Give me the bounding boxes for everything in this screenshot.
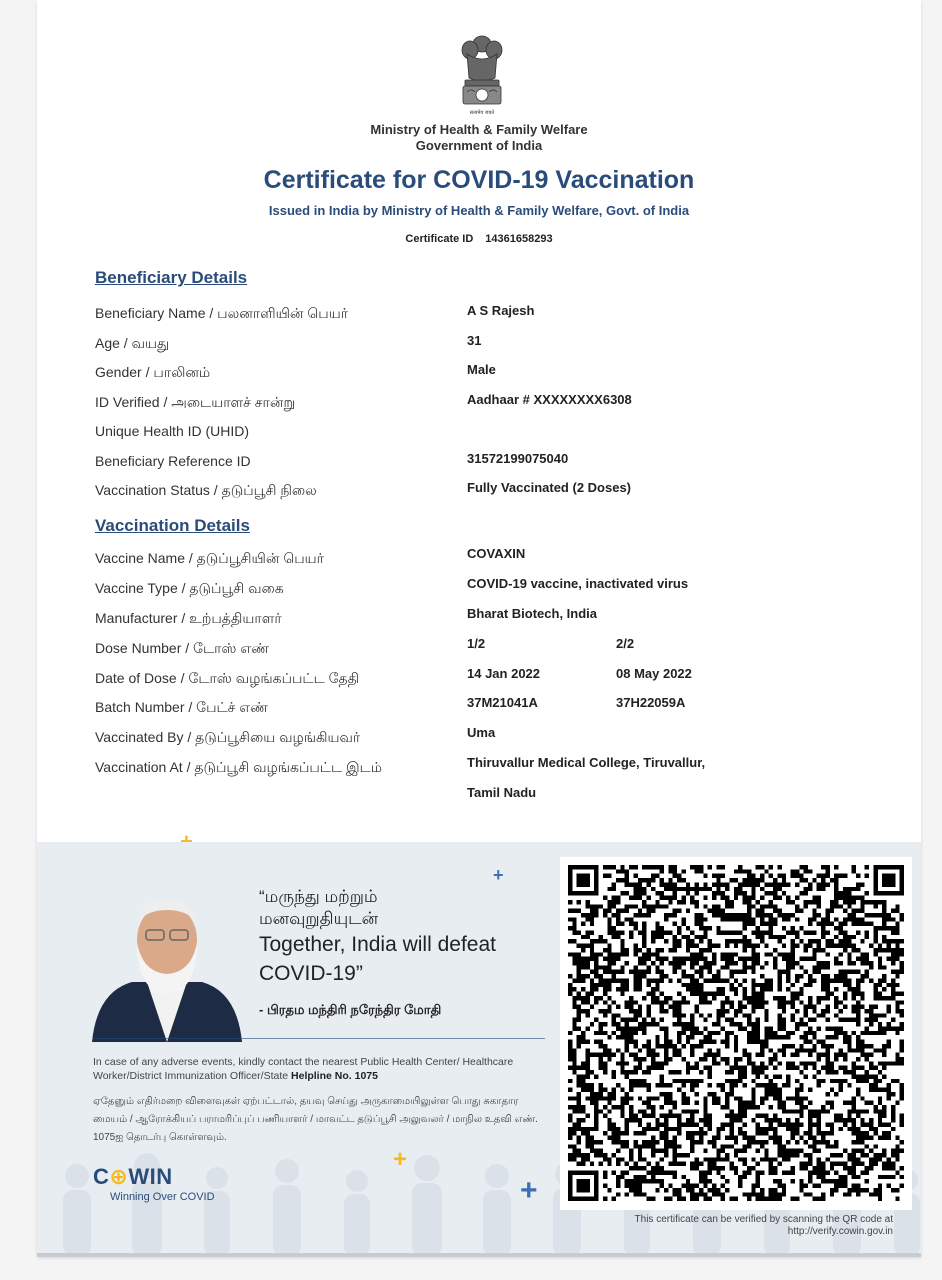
- plus-icon: +: [493, 865, 504, 885]
- page-shadow-bar: [37, 1253, 921, 1257]
- field-label: Vaccinated By / தடுப்பூசியை வழங்கியவர்: [95, 729, 361, 745]
- field-label: Manufacturer / உற்பத்தியாளர்: [95, 610, 282, 626]
- verification-qr-code[interactable]: [568, 865, 904, 1201]
- beneficiary-row: [95, 423, 895, 445]
- field-value: Bharat Biotech, India: [467, 606, 598, 621]
- field-label: Vaccination Status / தடுப்பூசி நிலை: [95, 482, 317, 498]
- cowin-tagline: Winning Over COVID: [110, 1191, 215, 1203]
- beneficiary-row: [95, 305, 895, 327]
- plus-icon: +: [393, 1146, 408, 1173]
- certificate-title: Certificate for COVID-19 Vaccination: [263, 166, 695, 194]
- vaccination-details-heading: Vaccination Details: [95, 516, 250, 535]
- government-name: Government of India: [415, 138, 543, 153]
- field-value: Fully Vaccinated (2 Doses): [467, 480, 632, 495]
- vaccination-row: [95, 576, 895, 602]
- certificate-page: [37, 0, 921, 1256]
- national-emblem-icon: [455, 30, 509, 118]
- qr-code-container: [560, 857, 912, 1210]
- field-label: Vaccine Type / தடுப்பூசி வகை: [95, 580, 284, 596]
- certificate-id: [37, 233, 921, 245]
- adverse-events-text: In case of any adverse events, kindly contact the nearest Public Health Center/ Healthcare Worker/District Immunization Officer/State: [93, 1056, 514, 1082]
- quote-signature: - பிரதம மந்திரி நரேந்திர மோதி: [259, 1002, 442, 1017]
- field-value: COVID-19 vaccine, inactivated virus: [467, 576, 689, 591]
- vaccination-row: [95, 546, 895, 572]
- beneficiary-row: [95, 394, 895, 416]
- field-label: Vaccine Name / தடுப்பூசியின் பெயர்: [95, 550, 324, 566]
- field-value: Thiruvallur Medical College, Tiruvallur,: [467, 755, 706, 770]
- helpline-number: Helpline No. 1075: [291, 1070, 378, 1082]
- field-label: Batch Number / பேட்ச் எண்: [95, 699, 269, 715]
- vaccination-row: [95, 666, 895, 692]
- beneficiary-row: [95, 482, 895, 504]
- vaccination-row: [95, 785, 895, 811]
- dose2-value: 37H22059A: [616, 695, 686, 710]
- beneficiary-row: [95, 364, 895, 386]
- vaccination-row: [95, 755, 895, 781]
- vaccination-row: [95, 636, 895, 662]
- certificate-footer: [37, 842, 921, 1256]
- field-label: Beneficiary Name / பலனாளியின் பெயர்: [95, 305, 349, 321]
- ministry-name: Ministry of Health & Family Welfare: [370, 122, 588, 137]
- dose2-value: 08 May 2022: [616, 666, 692, 681]
- field-value: Tamil Nadu: [467, 785, 537, 800]
- vaccination-row: [95, 695, 895, 721]
- dose1-value: 1/2: [467, 636, 486, 651]
- emblem-motto: सत्यमेव जयते: [469, 110, 495, 116]
- certificate-subtitle: Issued in India by Ministry of Health & Family Welfare, Govt. of India: [268, 203, 690, 218]
- beneficiary-details-heading: Beneficiary Details: [95, 268, 248, 287]
- dose1-value: 37M21041A: [467, 695, 538, 710]
- certificate-id-label: Certificate ID: [405, 233, 474, 245]
- beneficiary-row: [95, 335, 895, 357]
- quote-tamil-line1: “மருந்து மற்றும்: [259, 887, 378, 906]
- certificate-id-value: 14361658293: [485, 233, 553, 245]
- field-label: ID Verified / அடையாளச் சான்று: [95, 394, 296, 410]
- vaccination-row: [95, 606, 895, 632]
- field-label: Age / வயது: [95, 335, 170, 351]
- field-value: Male: [467, 362, 496, 377]
- beneficiary-row: [95, 453, 895, 475]
- field-value: COVAXIN: [467, 546, 526, 561]
- quote-english: Together, India will defeat COVID-19”: [259, 933, 496, 985]
- pm-portrait: [92, 882, 242, 1042]
- footer-divider: [93, 1038, 545, 1039]
- field-label: Beneficiary Reference ID: [95, 453, 251, 469]
- qr-note-url: http://verify.cowin.gov.in: [787, 1226, 893, 1237]
- field-value: 31: [467, 333, 482, 348]
- quote-tamil-line2: மனவுறுதியுடன்: [259, 909, 379, 928]
- field-value: A S Rajesh: [467, 303, 535, 318]
- field-label: Date of Dose / டோஸ் வழங்கப்பட்ட தேதி: [95, 670, 360, 686]
- qr-verification-note: [573, 1214, 893, 1238]
- cowin-logo: C⊕WIN: [93, 1164, 173, 1189]
- field-value: 31572199075040: [467, 451, 569, 466]
- plus-icon: +: [520, 1174, 538, 1207]
- field-value: Aadhaar # XXXXXXXX6308: [467, 392, 632, 407]
- dose2-value: 2/2: [616, 636, 635, 651]
- pm-quote: [259, 886, 549, 988]
- field-label: Dose Number / டோஸ் எண்: [95, 640, 270, 656]
- field-label: Gender / பாலினம்: [95, 364, 211, 380]
- field-label: Vaccination At / தடுப்பூசி வழங்கப்பட்ட இடம்: [95, 759, 382, 775]
- dose1-value: 14 Jan 2022: [467, 666, 541, 681]
- field-label: Unique Health ID (UHID): [95, 423, 250, 439]
- adverse-events-notice: [93, 1055, 543, 1083]
- adverse-events-notice-tamil: ஏதேனும் எதிர்மறை விளைவுகள் ஏற்பட்டால், தயவு செய்து அருகாமையிலுள்ள பொது சுகாதார மையம் / ஆரோக்கியப் பராமரிப்புப் பணியாளர் / மாவட்ட தடுப்பூசி அலுவலர் / மாநில உதவி எண். 1075ஐ தொடர்பு கொள்ளவும்.: [93, 1096, 538, 1143]
- vaccination-row: [95, 725, 895, 751]
- field-value: Uma: [467, 725, 496, 740]
- qr-note-line1: This certificate can be verified by scanning the QR code at: [634, 1214, 893, 1225]
